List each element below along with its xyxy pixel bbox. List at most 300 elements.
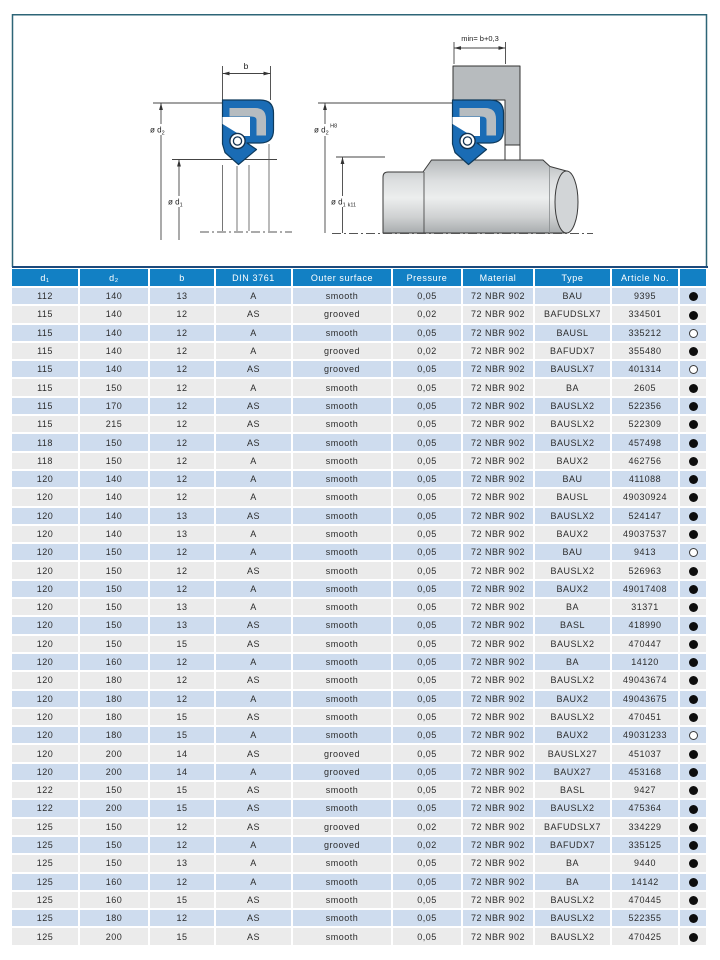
cell-availability bbox=[680, 325, 708, 343]
cell-b: 12 bbox=[150, 910, 216, 928]
cell-d2: 180 bbox=[80, 691, 150, 709]
cell-availability bbox=[680, 764, 708, 782]
cell-type: BAUX27 bbox=[535, 764, 612, 782]
cell-outer-surface: smooth bbox=[293, 489, 393, 507]
cell-b: 14 bbox=[150, 745, 216, 763]
availability-dot bbox=[689, 676, 698, 685]
cell-pressure: 0,05 bbox=[393, 672, 463, 690]
cell-type: BAUX2 bbox=[535, 727, 612, 745]
cell-d2: 140 bbox=[80, 526, 150, 544]
cell-pressure: 0,05 bbox=[393, 654, 463, 672]
cell-pressure: 0,02 bbox=[393, 837, 463, 855]
table-row bbox=[12, 928, 708, 946]
availability-dot bbox=[689, 622, 698, 631]
cell-b: 15 bbox=[150, 636, 216, 654]
table-row bbox=[12, 562, 708, 580]
availability-dot bbox=[689, 512, 698, 521]
page-frame-border bbox=[13, 15, 707, 267]
shaft bbox=[383, 160, 567, 233]
table-row bbox=[12, 508, 708, 526]
cell-availability bbox=[680, 453, 708, 471]
cell-availability bbox=[680, 837, 708, 855]
cell-type: BA bbox=[535, 874, 612, 892]
cell-din-3761: A bbox=[216, 837, 293, 855]
cell-din-3761: AS bbox=[216, 892, 293, 910]
cell-type: BAUX2 bbox=[535, 526, 612, 544]
column-header-material: Material bbox=[463, 269, 535, 288]
availability-dot bbox=[689, 603, 698, 612]
cell-d1: 125 bbox=[12, 837, 80, 855]
table-row bbox=[12, 453, 708, 471]
cell-outer-surface: grooved bbox=[293, 764, 393, 782]
availability-dot bbox=[689, 292, 698, 301]
cell-din-3761: AS bbox=[216, 672, 293, 690]
table-row bbox=[12, 654, 708, 672]
cell-d2: 140 bbox=[80, 361, 150, 379]
cell-article-no: 9395 bbox=[612, 288, 680, 306]
cell-article-no: 475364 bbox=[612, 800, 680, 818]
cell-d2: 150 bbox=[80, 434, 150, 452]
cell-type: BAUSL bbox=[535, 489, 612, 507]
cell-availability bbox=[680, 489, 708, 507]
cell-article-no: 9440 bbox=[612, 855, 680, 873]
column-header-b: b bbox=[150, 269, 216, 288]
cell-b: 12 bbox=[150, 562, 216, 580]
cell-din-3761: AS bbox=[216, 361, 293, 379]
cell-material: 72 NBR 902 bbox=[463, 837, 535, 855]
cell-article-no: 334501 bbox=[612, 306, 680, 324]
cell-b: 12 bbox=[150, 343, 216, 361]
shaft-end-face bbox=[555, 171, 578, 233]
cell-b: 13 bbox=[150, 617, 216, 635]
cell-pressure: 0,05 bbox=[393, 709, 463, 727]
cell-d1: 115 bbox=[12, 416, 80, 434]
cell-outer-surface: smooth bbox=[293, 636, 393, 654]
dim-d2-h8-label: ø $d_2^{H8}$ bbox=[314, 123, 338, 137]
availability-dot bbox=[689, 311, 698, 320]
cell-outer-surface: smooth bbox=[293, 800, 393, 818]
cell-din-3761: AS bbox=[216, 709, 293, 727]
cell-d1: 125 bbox=[12, 874, 80, 892]
cell-availability bbox=[680, 379, 708, 397]
cell-d1: 120 bbox=[12, 489, 80, 507]
cell-outer-surface: grooved bbox=[293, 306, 393, 324]
cell-type: BAUSLX2 bbox=[535, 562, 612, 580]
cell-material: 72 NBR 902 bbox=[463, 709, 535, 727]
cell-type: BA bbox=[535, 654, 612, 672]
cell-din-3761: A bbox=[216, 453, 293, 471]
cell-outer-surface: smooth bbox=[293, 416, 393, 434]
cell-material: 72 NBR 902 bbox=[463, 727, 535, 745]
table-header-row bbox=[12, 269, 708, 288]
cell-b: 12 bbox=[150, 361, 216, 379]
cell-b: 12 bbox=[150, 471, 216, 489]
cell-outer-surface: smooth bbox=[293, 782, 393, 800]
cell-type: BAUSLX2 bbox=[535, 398, 612, 416]
cell-d2: 140 bbox=[80, 288, 150, 306]
cell-pressure: 0,02 bbox=[393, 819, 463, 837]
cell-material: 72 NBR 902 bbox=[463, 379, 535, 397]
cell-pressure: 0,05 bbox=[393, 691, 463, 709]
cell-pressure: 0,05 bbox=[393, 489, 463, 507]
cell-pressure: 0,05 bbox=[393, 910, 463, 928]
cell-pressure: 0,05 bbox=[393, 562, 463, 580]
cell-pressure: 0,05 bbox=[393, 361, 463, 379]
cell-availability bbox=[680, 782, 708, 800]
cell-din-3761: AS bbox=[216, 306, 293, 324]
cell-material: 72 NBR 902 bbox=[463, 691, 535, 709]
cell-outer-surface: smooth bbox=[293, 709, 393, 727]
cell-article-no: 49030924 bbox=[612, 489, 680, 507]
table-row bbox=[12, 727, 708, 745]
cell-material: 72 NBR 902 bbox=[463, 672, 535, 690]
cell-d2: 150 bbox=[80, 855, 150, 873]
cell-d1: 120 bbox=[12, 562, 80, 580]
cell-availability bbox=[680, 691, 708, 709]
cell-d1: 118 bbox=[12, 434, 80, 452]
availability-dot bbox=[689, 841, 698, 850]
cell-outer-surface: smooth bbox=[293, 892, 393, 910]
cell-material: 72 NBR 902 bbox=[463, 288, 535, 306]
cell-type: BAU bbox=[535, 471, 612, 489]
cell-outer-surface: grooved bbox=[293, 819, 393, 837]
cell-article-no: 411088 bbox=[612, 471, 680, 489]
cell-article-no: 470425 bbox=[612, 928, 680, 946]
cell-d1: 120 bbox=[12, 617, 80, 635]
availability-dot bbox=[689, 658, 698, 667]
cell-b: 15 bbox=[150, 709, 216, 727]
cell-outer-surface: grooved bbox=[293, 837, 393, 855]
cell-availability bbox=[680, 361, 708, 379]
availability-dot bbox=[689, 786, 698, 795]
cell-outer-surface: smooth bbox=[293, 617, 393, 635]
cell-b: 13 bbox=[150, 288, 216, 306]
cell-type: BASL bbox=[535, 782, 612, 800]
table-row bbox=[12, 745, 708, 763]
cell-type: BAUSLX7 bbox=[535, 361, 612, 379]
cell-type: BA bbox=[535, 379, 612, 397]
cell-article-no: 355480 bbox=[612, 343, 680, 361]
cell-b: 12 bbox=[150, 453, 216, 471]
cell-d2: 170 bbox=[80, 398, 150, 416]
cell-d1: 120 bbox=[12, 764, 80, 782]
cell-d2: 200 bbox=[80, 745, 150, 763]
cell-material: 72 NBR 902 bbox=[463, 581, 535, 599]
cell-availability bbox=[680, 544, 708, 562]
cell-pressure: 0,05 bbox=[393, 800, 463, 818]
cell-b: 13 bbox=[150, 526, 216, 544]
table-row bbox=[12, 471, 708, 489]
cell-type: BAUSLX2 bbox=[535, 800, 612, 818]
cell-din-3761: A bbox=[216, 526, 293, 544]
column-header-outer-surface: Outer surface bbox=[293, 269, 393, 288]
cell-din-3761: AS bbox=[216, 800, 293, 818]
cell-material: 72 NBR 902 bbox=[463, 489, 535, 507]
cell-availability bbox=[680, 855, 708, 873]
cell-pressure: 0,05 bbox=[393, 782, 463, 800]
cell-type: BAU bbox=[535, 544, 612, 562]
table-row bbox=[12, 819, 708, 837]
cell-type: BAFUDX7 bbox=[535, 837, 612, 855]
cell-d2: 140 bbox=[80, 325, 150, 343]
cell-type: BAUSLX2 bbox=[535, 672, 612, 690]
cell-outer-surface: smooth bbox=[293, 544, 393, 562]
cell-d1: 115 bbox=[12, 325, 80, 343]
cell-outer-surface: smooth bbox=[293, 453, 393, 471]
availability-dot bbox=[689, 365, 698, 374]
cell-outer-surface: smooth bbox=[293, 581, 393, 599]
dim-d1-label: ø $d_1$ bbox=[168, 197, 183, 209]
cell-pressure: 0,05 bbox=[393, 544, 463, 562]
cell-din-3761: AS bbox=[216, 910, 293, 928]
cell-d1: 125 bbox=[12, 819, 80, 837]
cell-article-no: 522309 bbox=[612, 416, 680, 434]
availability-dot bbox=[689, 329, 698, 338]
housing-shoulder bbox=[505, 145, 520, 160]
column-header-din-3761: DIN 3761 bbox=[216, 269, 293, 288]
cell-d1: 120 bbox=[12, 727, 80, 745]
cell-din-3761: A bbox=[216, 654, 293, 672]
cell-article-no: 470447 bbox=[612, 636, 680, 654]
cell-type: BAUSLX2 bbox=[535, 892, 612, 910]
cell-article-no: 334229 bbox=[612, 819, 680, 837]
table-row bbox=[12, 672, 708, 690]
cell-pressure: 0,05 bbox=[393, 434, 463, 452]
cell-d1: 125 bbox=[12, 928, 80, 946]
cell-outer-surface: smooth bbox=[293, 434, 393, 452]
cell-b: 15 bbox=[150, 782, 216, 800]
cell-d1: 120 bbox=[12, 691, 80, 709]
cell-d1: 115 bbox=[12, 343, 80, 361]
catalog-table bbox=[12, 269, 708, 947]
availability-dot bbox=[689, 347, 698, 356]
cell-b: 12 bbox=[150, 654, 216, 672]
availability-dot bbox=[689, 731, 698, 740]
cell-outer-surface: smooth bbox=[293, 562, 393, 580]
cell-din-3761: AS bbox=[216, 398, 293, 416]
cell-article-no: 14142 bbox=[612, 874, 680, 892]
cell-pressure: 0,05 bbox=[393, 288, 463, 306]
cell-din-3761: A bbox=[216, 855, 293, 873]
cell-b: 15 bbox=[150, 928, 216, 946]
cell-type: BA bbox=[535, 599, 612, 617]
cell-b: 12 bbox=[150, 434, 216, 452]
cell-type: BAU bbox=[535, 288, 612, 306]
cell-b: 15 bbox=[150, 727, 216, 745]
cell-d2: 140 bbox=[80, 489, 150, 507]
table-row bbox=[12, 764, 708, 782]
cell-material: 72 NBR 902 bbox=[463, 745, 535, 763]
cell-material: 72 NBR 902 bbox=[463, 508, 535, 526]
cell-type: BAUX2 bbox=[535, 453, 612, 471]
cell-b: 12 bbox=[150, 325, 216, 343]
cell-type: BAUSLX2 bbox=[535, 709, 612, 727]
cell-type: BAUSL bbox=[535, 325, 612, 343]
cell-din-3761: AS bbox=[216, 819, 293, 837]
cell-outer-surface: smooth bbox=[293, 398, 393, 416]
cell-b: 12 bbox=[150, 819, 216, 837]
availability-dot bbox=[689, 859, 698, 868]
cell-outer-surface: smooth bbox=[293, 325, 393, 343]
cell-din-3761: A bbox=[216, 581, 293, 599]
cell-material: 72 NBR 902 bbox=[463, 928, 535, 946]
cell-outer-surface: smooth bbox=[293, 691, 393, 709]
cell-d2: 140 bbox=[80, 306, 150, 324]
cell-article-no: 522356 bbox=[612, 398, 680, 416]
table-row bbox=[12, 526, 708, 544]
cell-din-3761: A bbox=[216, 489, 293, 507]
cell-din-3761: A bbox=[216, 727, 293, 745]
cell-d1: 112 bbox=[12, 288, 80, 306]
cell-d2: 150 bbox=[80, 837, 150, 855]
cell-article-no: 470451 bbox=[612, 709, 680, 727]
cell-material: 72 NBR 902 bbox=[463, 617, 535, 635]
cell-type: BAUSLX2 bbox=[535, 508, 612, 526]
cell-material: 72 NBR 902 bbox=[463, 562, 535, 580]
cell-outer-surface: smooth bbox=[293, 928, 393, 946]
cell-availability bbox=[680, 434, 708, 452]
cell-din-3761: A bbox=[216, 325, 293, 343]
cell-article-no: 2605 bbox=[612, 379, 680, 397]
cell-article-no: 526963 bbox=[612, 562, 680, 580]
cell-type: BAUX2 bbox=[535, 691, 612, 709]
cell-pressure: 0,05 bbox=[393, 526, 463, 544]
cell-availability bbox=[680, 526, 708, 544]
cell-d1: 122 bbox=[12, 782, 80, 800]
cell-outer-surface: grooved bbox=[293, 343, 393, 361]
table-row bbox=[12, 581, 708, 599]
cell-material: 72 NBR 902 bbox=[463, 654, 535, 672]
dim-d2-label: ø $d_2$ bbox=[150, 125, 165, 137]
table-row bbox=[12, 306, 708, 324]
cell-pressure: 0,05 bbox=[393, 416, 463, 434]
cell-type: BASL bbox=[535, 617, 612, 635]
cell-d2: 200 bbox=[80, 800, 150, 818]
cell-din-3761: A bbox=[216, 691, 293, 709]
cell-din-3761: A bbox=[216, 764, 293, 782]
cell-type: BAUSLX2 bbox=[535, 636, 612, 654]
cell-article-no: 457498 bbox=[612, 434, 680, 452]
cell-material: 72 NBR 902 bbox=[463, 398, 535, 416]
cell-type: BAUSLX2 bbox=[535, 928, 612, 946]
dim-d1-k11-label: ø $d_1$ k11 bbox=[331, 197, 357, 209]
table-top-rule bbox=[12, 266, 708, 268]
table-row bbox=[12, 361, 708, 379]
cell-availability bbox=[680, 709, 708, 727]
cell-d2: 150 bbox=[80, 453, 150, 471]
seal-installation-drawing bbox=[313, 34, 593, 234]
cell-d1: 115 bbox=[12, 379, 80, 397]
cell-material: 72 NBR 902 bbox=[463, 416, 535, 434]
cell-article-no: 49043674 bbox=[612, 672, 680, 690]
cell-d2: 150 bbox=[80, 581, 150, 599]
cell-material: 72 NBR 902 bbox=[463, 599, 535, 617]
cell-outer-surface: smooth bbox=[293, 379, 393, 397]
cell-pressure: 0,05 bbox=[393, 617, 463, 635]
cell-article-no: 453168 bbox=[612, 764, 680, 782]
cell-outer-surface: smooth bbox=[293, 672, 393, 690]
cell-b: 14 bbox=[150, 764, 216, 782]
cell-d2: 150 bbox=[80, 544, 150, 562]
cell-d1: 118 bbox=[12, 453, 80, 471]
cell-article-no: 49043675 bbox=[612, 691, 680, 709]
cell-outer-surface: smooth bbox=[293, 471, 393, 489]
column-header-d1: d₁ bbox=[12, 269, 80, 288]
cell-material: 72 NBR 902 bbox=[463, 453, 535, 471]
column-header-d2: d₂ bbox=[80, 269, 150, 288]
cell-type: BAUX2 bbox=[535, 581, 612, 599]
cell-d2: 150 bbox=[80, 782, 150, 800]
cell-material: 72 NBR 902 bbox=[463, 434, 535, 452]
table-row bbox=[12, 636, 708, 654]
cell-material: 72 NBR 902 bbox=[463, 636, 535, 654]
cell-d1: 120 bbox=[12, 745, 80, 763]
cell-article-no: 49037537 bbox=[612, 526, 680, 544]
cell-availability bbox=[680, 819, 708, 837]
cell-material: 72 NBR 902 bbox=[463, 874, 535, 892]
cell-availability bbox=[680, 416, 708, 434]
cell-material: 72 NBR 902 bbox=[463, 764, 535, 782]
table-row bbox=[12, 599, 708, 617]
cell-b: 15 bbox=[150, 892, 216, 910]
cell-availability bbox=[680, 745, 708, 763]
dim-b-label: b bbox=[243, 61, 249, 71]
cell-b: 12 bbox=[150, 691, 216, 709]
availability-dot bbox=[689, 713, 698, 722]
cell-b: 12 bbox=[150, 874, 216, 892]
cell-article-no: 451037 bbox=[612, 745, 680, 763]
cell-din-3761: AS bbox=[216, 928, 293, 946]
cell-d1: 125 bbox=[12, 910, 80, 928]
cell-d2: 200 bbox=[80, 928, 150, 946]
column-header-article-no: Article No. bbox=[612, 269, 680, 288]
cell-d2: 180 bbox=[80, 727, 150, 745]
cell-d1: 115 bbox=[12, 398, 80, 416]
availability-dot bbox=[689, 896, 698, 905]
cell-d1: 120 bbox=[12, 581, 80, 599]
cell-din-3761: A bbox=[216, 544, 293, 562]
cell-type: BAUSLX2 bbox=[535, 416, 612, 434]
table-row bbox=[12, 288, 708, 306]
cell-d1: 120 bbox=[12, 654, 80, 672]
cell-d1: 120 bbox=[12, 471, 80, 489]
cell-din-3761: AS bbox=[216, 636, 293, 654]
table-row bbox=[12, 800, 708, 818]
cell-din-3761: AS bbox=[216, 416, 293, 434]
cell-article-no: 418990 bbox=[612, 617, 680, 635]
cell-pressure: 0,05 bbox=[393, 636, 463, 654]
table-row bbox=[12, 489, 708, 507]
cell-type: BAUSLX2 bbox=[535, 910, 612, 928]
cell-d1: 125 bbox=[12, 892, 80, 910]
cell-article-no: 9427 bbox=[612, 782, 680, 800]
cell-material: 72 NBR 902 bbox=[463, 892, 535, 910]
cell-material: 72 NBR 902 bbox=[463, 910, 535, 928]
cell-d2: 160 bbox=[80, 654, 150, 672]
cell-pressure: 0,05 bbox=[393, 855, 463, 873]
cell-b: 12 bbox=[150, 581, 216, 599]
cell-d2: 140 bbox=[80, 471, 150, 489]
cell-pressure: 0,05 bbox=[393, 325, 463, 343]
cell-b: 13 bbox=[150, 855, 216, 873]
cell-din-3761: AS bbox=[216, 617, 293, 635]
cell-din-3761: A bbox=[216, 471, 293, 489]
cell-pressure: 0,05 bbox=[393, 764, 463, 782]
cell-availability bbox=[680, 892, 708, 910]
cell-material: 72 NBR 902 bbox=[463, 782, 535, 800]
cell-material: 72 NBR 902 bbox=[463, 544, 535, 562]
cell-d1: 120 bbox=[12, 544, 80, 562]
